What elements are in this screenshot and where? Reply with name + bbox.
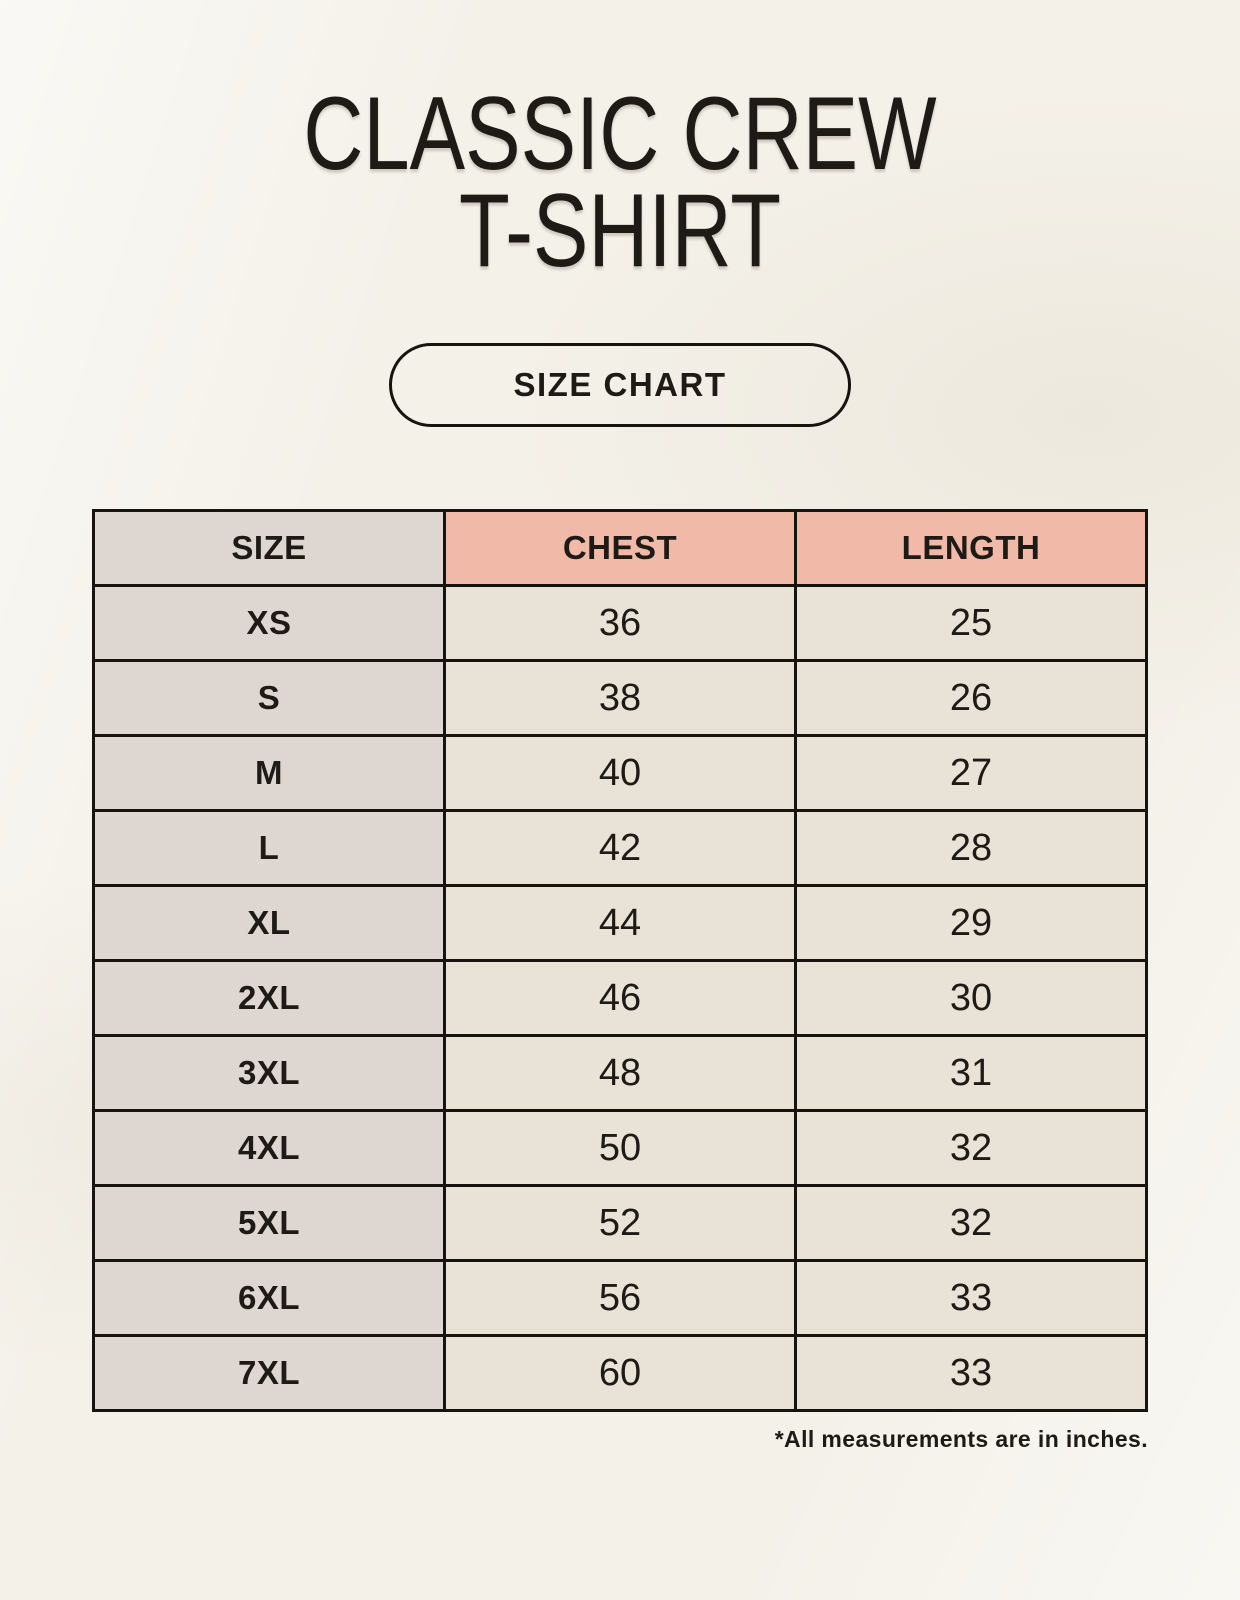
length-value-cell: 25 <box>796 586 1147 661</box>
size-chart-badge-label: SIZE CHART <box>513 366 727 404</box>
length-value-cell: 27 <box>796 736 1147 811</box>
chest-value-cell: 46 <box>445 961 796 1036</box>
size-label-cell: 4XL <box>94 1111 445 1186</box>
size-label-cell: S <box>94 661 445 736</box>
table-row <box>94 886 1147 961</box>
size-table <box>92 509 1148 1412</box>
table-row <box>94 961 1147 1036</box>
table-row <box>94 811 1147 886</box>
length-value-cell: 31 <box>796 1036 1147 1111</box>
size-label-cell: XL <box>94 886 445 961</box>
table-row <box>94 1111 1147 1186</box>
size-label-cell: 7XL <box>94 1336 445 1411</box>
length-value-cell: 29 <box>796 886 1147 961</box>
chest-value-cell: 36 <box>445 586 796 661</box>
table-header-row <box>94 511 1147 586</box>
chest-value-cell: 60 <box>445 1336 796 1411</box>
length-value-cell: 32 <box>796 1111 1147 1186</box>
column-header-chest: CHEST <box>445 511 796 586</box>
size-chart-badge[interactable] <box>389 343 851 427</box>
measurements-footnote: *All measurements are in inches. <box>774 1426 1148 1453</box>
title-line-1: CLASSIC CREW <box>303 76 937 192</box>
length-value-cell: 32 <box>796 1186 1147 1261</box>
table-row <box>94 1261 1147 1336</box>
length-value-cell: 28 <box>796 811 1147 886</box>
title-line-2: T-SHIRT <box>458 172 782 289</box>
size-table-body <box>94 586 1147 1411</box>
page-title <box>124 76 1116 289</box>
chest-value-cell: 44 <box>445 886 796 961</box>
chest-value-cell: 56 <box>445 1261 796 1336</box>
chest-value-cell: 52 <box>445 1186 796 1261</box>
chest-value-cell: 38 <box>445 661 796 736</box>
chest-value-cell: 50 <box>445 1111 796 1186</box>
column-header-size: SIZE <box>94 511 445 586</box>
chest-value-cell: 48 <box>445 1036 796 1111</box>
size-label-cell: XS <box>94 586 445 661</box>
size-label-cell: 6XL <box>94 1261 445 1336</box>
length-value-cell: 33 <box>796 1336 1147 1411</box>
table-row <box>94 661 1147 736</box>
size-label-cell: 2XL <box>94 961 445 1036</box>
column-header-length: LENGTH <box>796 511 1147 586</box>
length-value-cell: 30 <box>796 961 1147 1036</box>
length-value-cell: 26 <box>796 661 1147 736</box>
size-label-cell: L <box>94 811 445 886</box>
size-table-container <box>92 509 1148 1453</box>
table-row <box>94 1336 1147 1411</box>
chest-value-cell: 42 <box>445 811 796 886</box>
table-row <box>94 1036 1147 1111</box>
table-row <box>94 586 1147 661</box>
table-row <box>94 1186 1147 1261</box>
size-label-cell: M <box>94 736 445 811</box>
length-value-cell: 33 <box>796 1261 1147 1336</box>
size-label-cell: 3XL <box>94 1036 445 1111</box>
chest-value-cell: 40 <box>445 736 796 811</box>
size-label-cell: 5XL <box>94 1186 445 1261</box>
table-row <box>94 736 1147 811</box>
